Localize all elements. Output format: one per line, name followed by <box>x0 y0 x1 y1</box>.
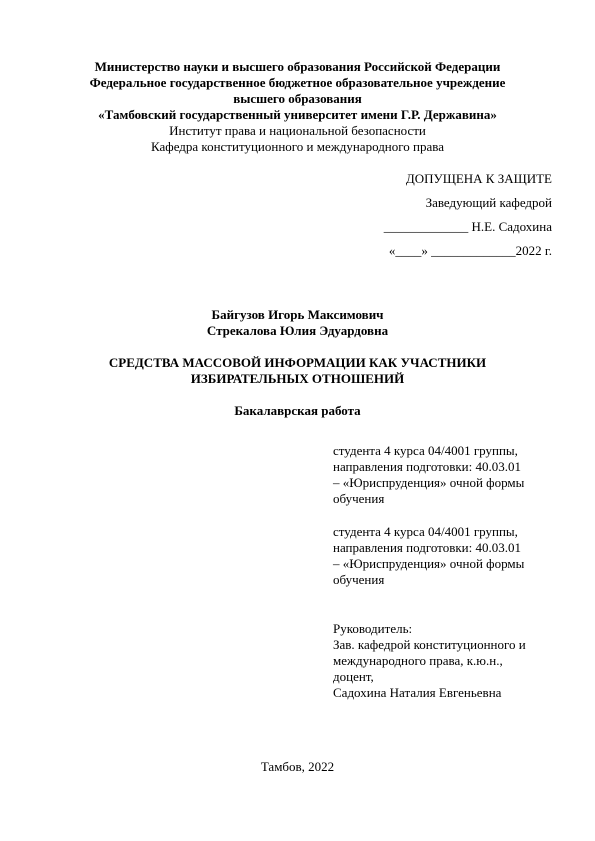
student-info-block <box>333 524 563 588</box>
authors-block <box>0 307 595 339</box>
ministry-name: Министерство науки и высшего образования Российской Федерации <box>94 59 501 74</box>
approval-status: ДОПУЩЕНА К ЗАЩИТЕ <box>405 171 552 186</box>
student-info-block <box>333 443 563 507</box>
student-info-line: – «Юриспруденция» очной формы <box>333 556 525 571</box>
approval-signature-line: _____________ Н.Е. Садохина <box>383 219 552 234</box>
thesis-title-line2: ИЗБИРАТЕЛЬНЫХ ОТНОШЕНИЙ <box>190 371 405 386</box>
student-info-line: обучения <box>333 491 385 506</box>
institution-type-line1: Федеральное государственное бюджетное образовательное учреждение <box>89 75 506 90</box>
author-name: Стрекалова Юлия Эдуардовна <box>206 323 389 338</box>
student-info-line: направления подготовки: 40.03.01 <box>333 459 521 474</box>
approval-date-line: «____» _____________2022 г. <box>388 243 552 258</box>
supervisor-position-line: международного права, к.ю.н., <box>333 653 503 668</box>
student-info-line: студента 4 курса 04/4001 группы, <box>333 443 518 458</box>
approval-block <box>384 171 552 259</box>
title-page-header <box>0 59 595 155</box>
city-year: Тамбов, 2022 <box>260 759 335 774</box>
institute-name: Институт права и национальной безопасности <box>169 123 426 138</box>
university-name: «Тамбовский государственный университет имени Г.Р. Державина» <box>98 107 497 122</box>
student-info-line: студента 4 курса 04/4001 группы, <box>333 524 518 539</box>
student-info-line: обучения <box>333 572 385 587</box>
supervisor-position-line: доцент, <box>333 669 374 684</box>
department-name: Кафедра конституционного и международного права <box>151 139 444 154</box>
thesis-title-line1: СРЕДСТВА МАССОВОЙ ИНФОРМАЦИИ КАК УЧАСТНИКИ <box>108 355 487 370</box>
student-info-line: направления подготовки: 40.03.01 <box>333 540 521 555</box>
supervisor-block <box>333 621 563 701</box>
student-info-line: – «Юриспруденция» очной формы <box>333 475 525 490</box>
supervisor-label: Руководитель: <box>333 621 413 636</box>
supervisor-name: Садохина Наталия Евгеньевна <box>333 685 502 700</box>
author-name: Байгузов Игорь Максимович <box>211 307 384 322</box>
approval-role: Заведующий кафедрой <box>425 195 552 210</box>
supervisor-position-line: Зав. кафедрой конституционного и <box>333 637 526 652</box>
work-type: Бакалаврская работа <box>234 403 361 418</box>
institution-type-line2: высшего образования <box>233 91 362 106</box>
thesis-title <box>0 355 595 387</box>
